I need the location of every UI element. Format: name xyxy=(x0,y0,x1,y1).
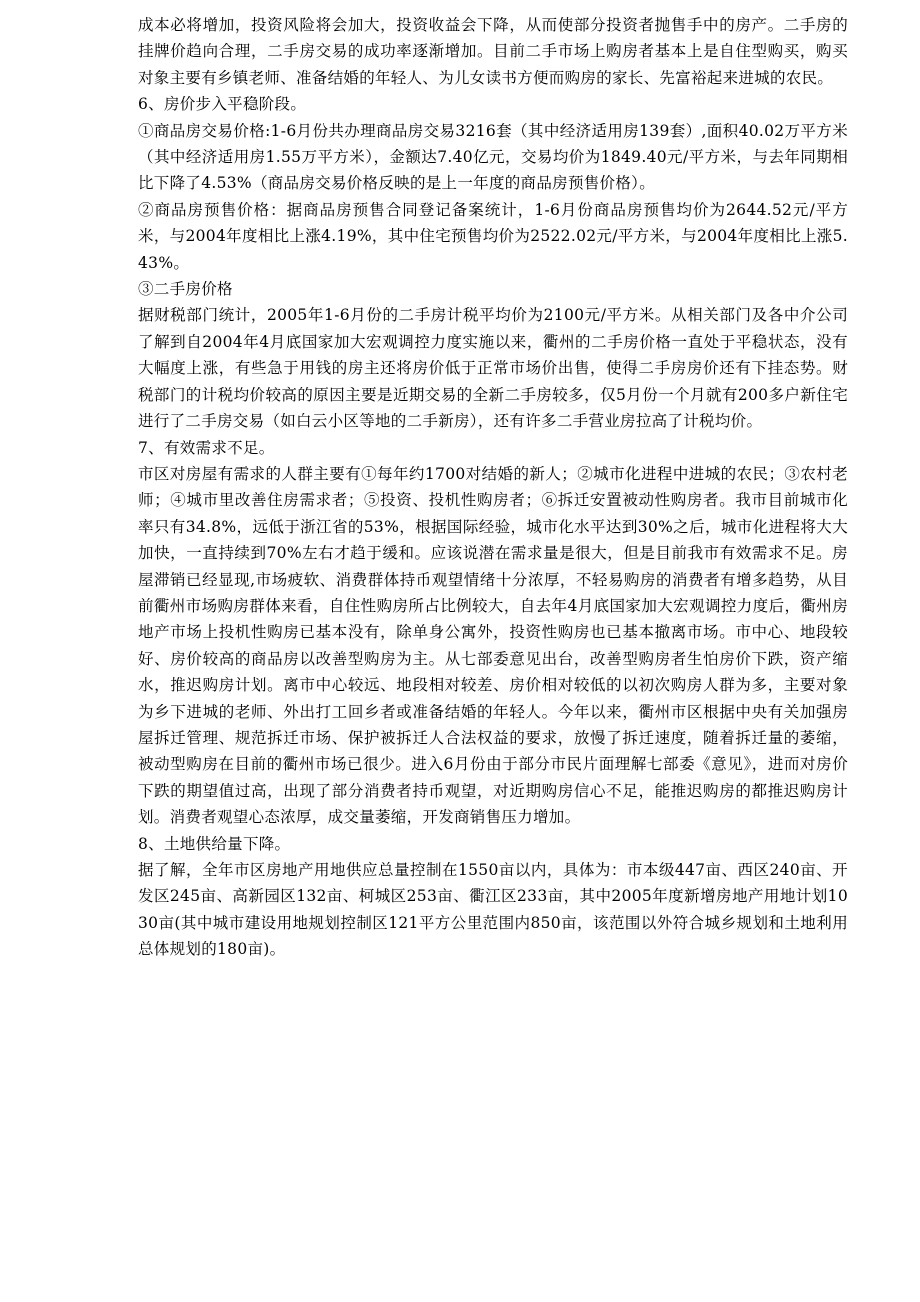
heading-secondhand-price: ③二手房价格 xyxy=(138,280,233,299)
paragraph-secondhand-market: 成本必将增加，投资风险将会加大，投资收益会下降，从而使部分投资者抛售手中的房产。二手房的挂牌价趋向合理，二手房交易的成功率逐渐增加。目前二手市场上购房者基本上是自住型购买，购买对象主要有乡镇老师、准备结婚的年轻人、为儿女读书方便而购房的家长、先富裕起来进城的农民。 xyxy=(138,16,848,87)
paragraph-commercial-transaction-price: ①商品房交易价格:1-6月份共办理商品房交易3216套（其中经济适用房139套）,面积40.02万平方米（其中经济适用房1.55万平方米），金额达7.40亿元，交易均价为1849.40元/平方米，与去年同期相比下降了4.53%（商品房交易价格反映的是上一年度的商品房预售价格）。 xyxy=(138,121,848,193)
paragraph-secondhand-price: 据财税部门统计，2005年1-6月份的二手房计税平均价为2100元/平方米。从相关部门及各中介公司了解到自2004年4月底国家加大宏观调控力度实施以来，衢州的二手房价格一直处于平稳状态，没有大幅度上涨，有些急于用钱的房主还将房价低于正常市场价出售，使得二手房房价还有下挂态势。财税部门的计税均价较高的原因主要是近期交易的全新二手房较多，仅5月份一个月就有200多户新住宅进行了二手房交易（如白云小区等地的二手新房），还有许多二手营业房拉高了计税均价。 xyxy=(138,306,848,431)
paragraph-land-supply: 据了解，全年市区房地产用地供应总量控制在1550亩以内，具体为：市本级447亩、西区240亩、开发区245亩、高新园区132亩、柯城区253亩、衢江区233亩，其中2005年度新增房地产用地计划1030亩(其中城市建设用地规划控制区121平方公里范围内850亩，该范围以外符合城乡规划和土地利用总体规划的180亩)。 xyxy=(138,861,848,959)
heading-price-stable: 6、房价步入平稳阶段。 xyxy=(138,95,307,114)
paragraph-presale-price: ②商品房预售价格：据商品房预售合同登记备案统计，1-6月份商品房预售均价为2644.52元/平方米，与2004年度相比上涨4.19%，其中住宅预售均价为2522.02元/平方米，与2004年度相比上涨5.43%。 xyxy=(138,200,848,272)
heading-effective-demand: 7、有效需求不足。 xyxy=(138,438,275,457)
document-body xyxy=(138,12,848,963)
paragraph-effective-demand: 市区对房屋有需求的人群主要有①每年约1700对结婚的新人；②城市化进程中进城的农民；③农村老师；④城市里改善住房需求者；⑤投资、投机性购房者；⑥拆迁安置被动性购房者。我市目前城市化率只有34.8%，远低于浙江省的53%，根据国际经验，城市化水平达到30%之后，城市化进程将大大加快，一直持续到70%左右才趋于缓和。应该说潜在需求量是很大，但是目前我市有效需求不足。房屋滞销已经显现,市场疲软、消费群体持币观望情绪十分浓厚，不轻易购房的消费者有增多趋势，从目前衢州市场购房群体来看，自住性购房所占比例较大，自去年4月底国家加大宏观调控力度后，衢州房地产市场上投机性购房已基本没有，除单身公寓外，投资性购房也已基本撤离市场。市中心、地段较好、房价较高的商品房以改善型购房为主。从七部委意见出台，改善型购房者生怕房价下跌，资产缩水，推迟购房计划。离市中心较远、地段相对较差、房价相对较低的以初次购房人群为多，主要对象为乡下进城的老师、外出打工回乡者或准备结婚的年轻人。今年以来，衢州市区根据中央有关加强房屋拆迁管理、规范拆迁市场、保护被拆迁人合法权益的要求，放慢了拆迁速度，随着拆迁量的萎缩，被动型购房在目前的衢州市场已很少。进入6月份由于部分市民片面理解七部委《意见》，进而对房价下跌的期望值过高，出现了部分消费者持币观望，对近期购房信心不足，能推迟购房的都推迟购房计划。消费者观望心态浓厚，成交量萎缩，开发商销售压力增加。 xyxy=(138,464,848,827)
heading-land-supply: 8、土地供给量下降。 xyxy=(138,834,291,853)
